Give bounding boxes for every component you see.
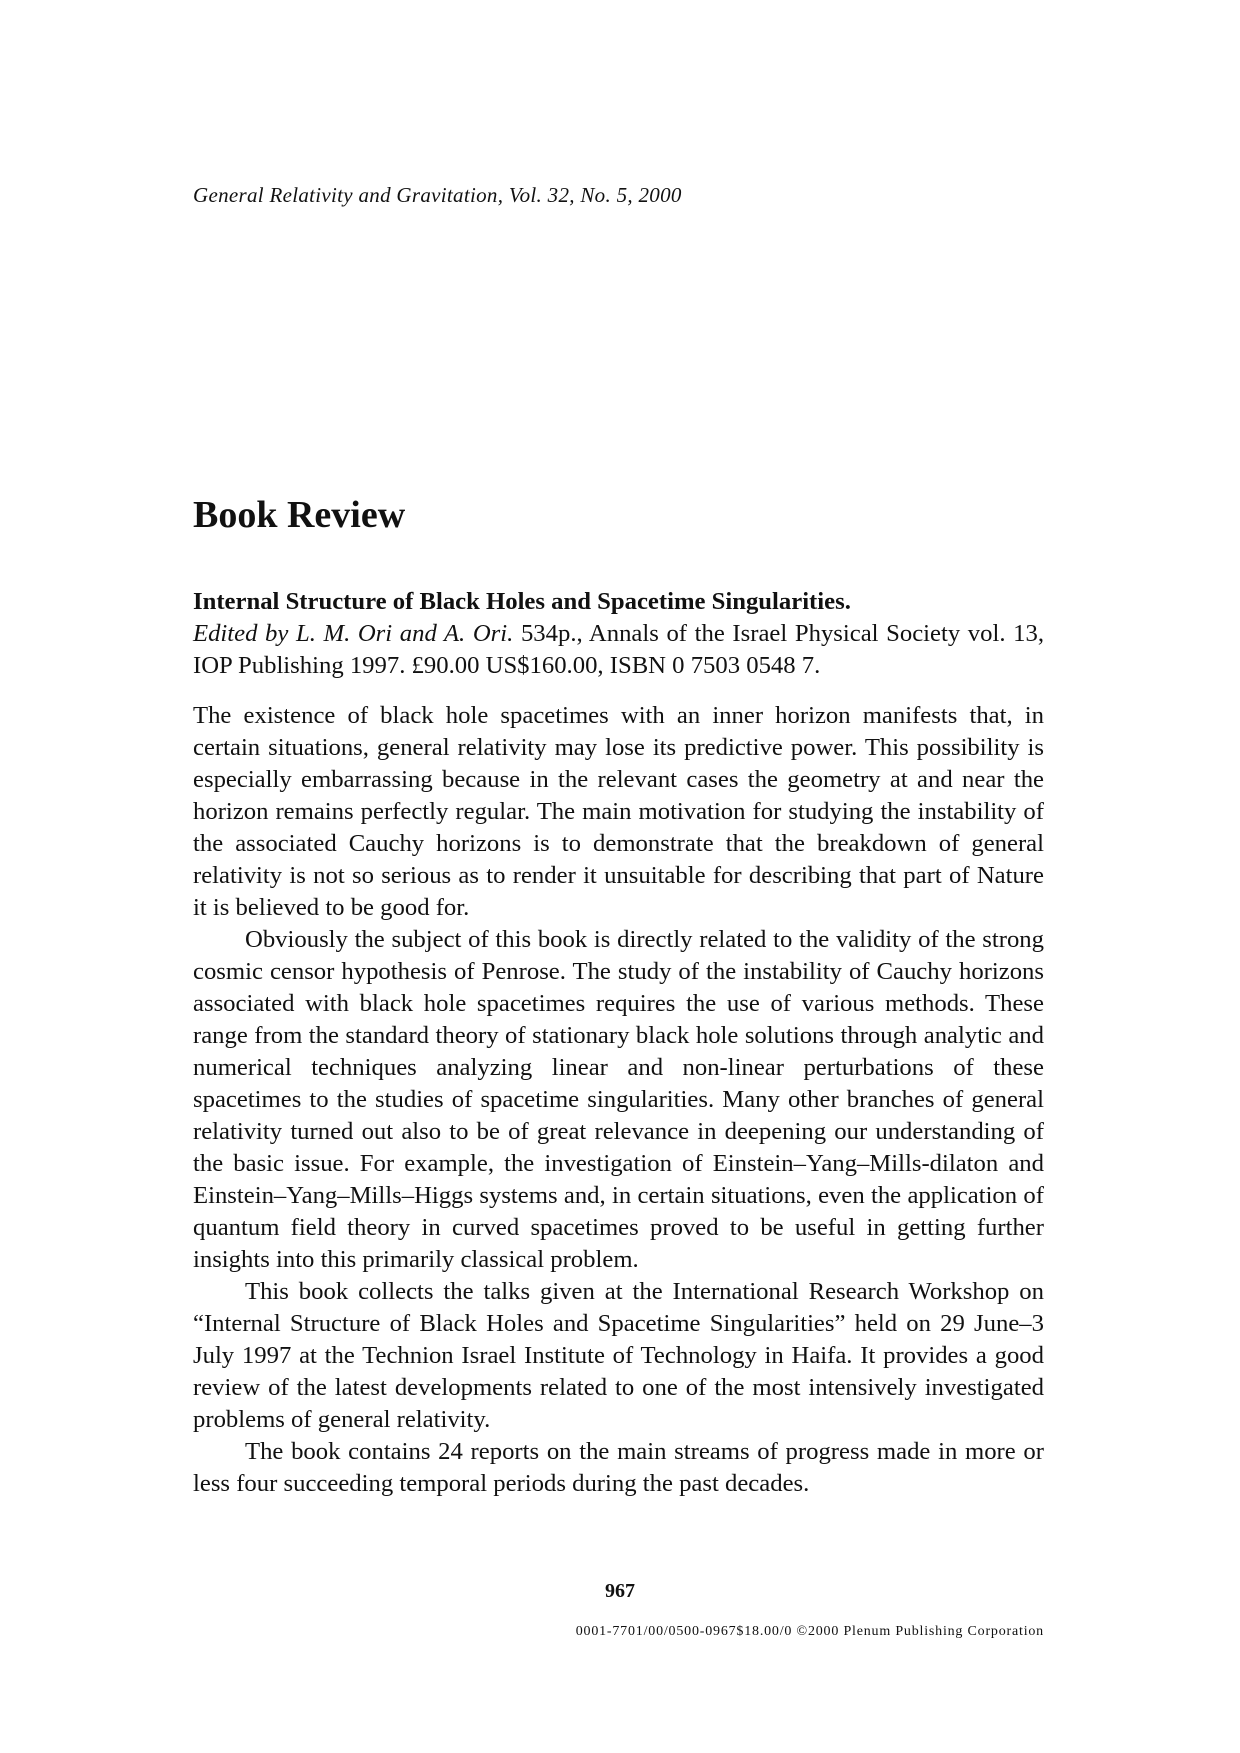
page-number: 967	[605, 1580, 635, 1602]
book-citation	[193, 586, 1044, 682]
paragraph-1: The existence of black hole spacetimes with an inner horizon manifests that, in certain situations, general relativity may lose its predictive power. This possibility is especially embarrassing because in the relevant cases the geometry at and near the horizon remains perfectly regular. The main motivation for studying the instability of the associated Cauchy horizons is to demonstrate that the breakdown of general relativity is not so serious as to render it unsuitable for describing that part of Nature it is believed to be good for.	[193, 702, 1044, 921]
section-title: Book Review	[193, 494, 406, 536]
book-title: Internal Structure of Black Holes and Spacetime Singularities.	[193, 588, 851, 615]
paragraph-4: The book contains 24 reports on the main streams of progress made in more or less four succeeding temporal periods during the past decades.	[193, 1438, 1044, 1497]
article-body	[193, 586, 1044, 1500]
book-details: 534p., Annals of the Israel Physical Society vol. 13, IOP Publishing 1997. £90.00 US$160.00, ISBN 0 7503 0548 7.	[193, 620, 1045, 679]
copyright-line: 0001-7701/00/0500-0967$18.00/0 ©2000 Plenum Publishing Corporation	[575, 1624, 1044, 1639]
paragraph-3: This book collects the talks given at the International Research Workshop on “Internal Structure of Black Holes and Spacetime Singularities” held on 29 June–3 July 1997 at the Technion Israel Institute of Technology in Haifa. It provides a good review of the latest developments related to one of the most intensively investigated problems of general relativity.	[193, 1278, 1044, 1433]
paragraph-2: Obviously the subject of this book is directly related to the validity of the strong cosmic censor hypothesis of Penrose. The study of the instability of Cauchy horizons associated with black hole spacetimes requires the use of various methods. These range from the standard theory of stationary black hole solutions through analytic and numerical techniques analyzing linear and non-linear perturbations of these spacetimes to the studies of spacetime singularities. Many other branches of general relativity turned out also to be of great relevance in deepening our understanding of the basic issue. For example, the investigation of Einstein–Yang–Mills-dilaton and Einstein–Yang–Mills–Higgs systems and, in certain situations, even the application of quantum field theory in curved spacetimes proved to be useful in getting further insights into this primarily classical problem.	[193, 926, 1044, 1273]
book-editors: Edited by L. M. Ori and A. Ori.	[193, 620, 514, 647]
running-head: General Relativity and Gravitation, Vol. 32, No. 5, 2000	[193, 183, 682, 207]
